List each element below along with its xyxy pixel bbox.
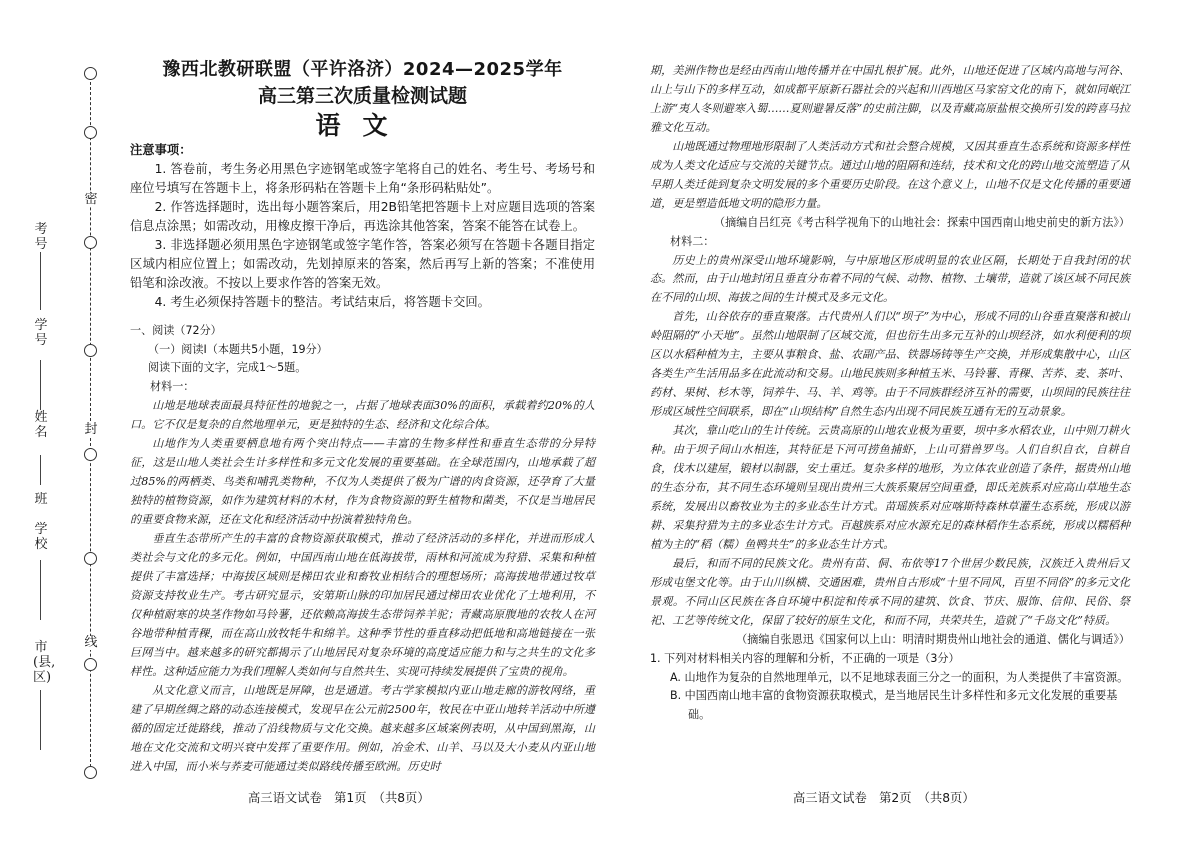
material-paragraph: 期，美洲作物也是经由西南山地传播并在中国扎根扩展。此外，山地还促进了区域内高地与河谷、山上与山下的多样互动，如成都平原新石器社会的兴起和川西地区马家窑文化的南下，就如同岷江上游“夷人冬则避寒入蜀……夏则避暑反落”的史前注脚，以及青藏高原盐根交换所引发的跨喜马拉雅文化互动。 — [650, 64, 1130, 134]
material-paragraph: 垂直生态带所产生的丰富的食物资源获取模式，推动了经济活动的多样化，并进而形成人类社会与文化的多元化。例如，中国西南山地在低海拔带，雨林和河流成为狩猎、采集和种植提供了丰富选择；中海拔区域则是梯田农业和畜牧业相结合的理想场所；高海拔地带通过牧草资源支持牧业生产。考古研究显示，安第斯山脉的印加居民通过梯田农业优化了土地利用，不仅种植耐寒的块茎作物如马铃薯，还依赖高海拔生态带饲养羊驼；青藏高原腹地的农牧人在河谷地带种植青稞，而在高山放牧牦牛和绵羊。这种季节性的垂直移动把低地和高地链接在一张巨网当中。越来越多的研究都揭示了山地居民对复杂环境的高度适应能力和与之共生的文化多样性。这种适应能力为我们理解人类如何与自然共生、实现可持续发展提供了宝贵的视角。 — [130, 532, 595, 678]
question-1-option-b: B. 中国西南山地丰富的食物资源获取模式，是当地居民生计多样性和多元文化发展的重要基础。 — [670, 689, 1118, 722]
material-paragraph: 从文化意义而言，山地既是屏障，也是通道。考古学家模拟内亚山地走廊的游牧网络，重建了早期丝绸之路的动态连接模式，发现早在公元前2500年，牧民在中亚山地转羊活动中所遵循的固定迁徙路线，推动了沿线物质与文化交换。越来越多区域案例表明，从中国到黑海，山地在文化交流和文明兴衰中发挥了重要作用。例如，冶金术、山羊、马以及大小麦从内亚山地进入中国，而小米与荞麦可能通过类似路线传播至欧洲。历史时 — [130, 683, 595, 773]
notice-item: 1. 答卷前，考生务必用黑色字迹钢笔或签字笔将自己的姓名、考生号、考场号和座位号填写在答题卡上，将条形码粘在答题卡上角“条形码粘贴处”。 — [130, 161, 595, 195]
field-underline — [40, 455, 41, 485]
material-paragraph: 山地是地球表面最具特征性的地貌之一，占据了地球表面30%的面积，承载着约20%的人口。它不仅是复杂的自然地理单元，更是独特的生态、经济和文化综合体。 — [130, 399, 595, 432]
cut-word-xian: 线 — [84, 635, 98, 650]
cut-word-mi: 密 — [84, 192, 98, 207]
material-paragraph: 最后，和而不同的民族文化。贵州有苗、侗、布依等17个世居少数民族，汉族迁入贵州后又形成屯堡文化等。由于山川纵横、交通困难，贵州自古形成“十里不同风，百里不同俗”的多元文化景观。不同山区民族在各自环境中积淀和传承不同的建筑、饮食、节庆、服饰、信仰、民俗、祭祀、工艺等传统文化，保留了较好的原生文化，和而不同，共荣共生，造就了“千岛文化”特质。 — [650, 556, 1130, 627]
material-paragraph: 首先，山谷依存的垂直聚落。古代贵州人们以“坝子”为中心，形成不同的山谷垂直聚落和被山岭阻隔的“小天地”。虽然山地限制了区域交流，但也衍生出多元互补的山坝经济，如水利便利的坝区以水稻种植为主，主要从事粮食、盐、农副产品、铁器场铸等生产交换，并形成集散中心，山区各类生产生活用品多在此流动和交易。山地民族则多种植玉米、马铃薯、青稞、苦荞、麦、茶叶、药材、果树、杉木等，饲养牛、马、羊、鸡等。由于不同族群经济互补的需要，山坝间的民族往往形成区域性空间联系，即在“山坝结构”自然生态内出现不同民族互通有无的互动景象。 — [650, 310, 1130, 419]
subsection-heading: （一）阅读Ⅰ（本题共5小题，19分） — [148, 342, 328, 356]
cut-word-feng: 封 — [84, 422, 98, 437]
material-paragraph: 历史上的贵州深受山地环境影响，与中原地区形成明显的农业区隔，长期处于自我封闭的状态。然而，由于山地封闭且垂直分布着不同的气候、动物、植物、土壤带，造就了该区域不同民族在不同的山坝、海拔之间的生计模式及多元文化。 — [650, 253, 1130, 305]
notice-block — [130, 141, 595, 312]
page-1 — [130, 58, 595, 776]
section-heading: 一、阅读（72分） — [130, 323, 222, 337]
field-underline — [40, 250, 41, 310]
binding-hole — [84, 236, 97, 249]
material-1-source: （摘编自吕红亮《考古科学视角下的山地社会：探索中国西南山地史前史的新方法》） — [713, 215, 1130, 229]
exam-number-label: 考号 — [34, 222, 48, 252]
page-footer-2: 高三语文试卷 第2页 （共8页） — [793, 791, 975, 805]
notice-item: 4. 考生必须保持答题卡的整洁。考试结束后，将答题卡交回。 — [154, 294, 490, 309]
material-paragraph: 山地作为人类重要栖息地有两个突出特点——丰富的生物多样性和垂直生态带的分异特征，这是山地人类社会生计多样性和多元文化发展的重要基础。在全球范围内，山地承载了超过85%的两栖类、鸟类和哺乳类物种，不仅为人类提供了极为广谱的肉食资源，还孕育了大量独特的植物资源，如作为建筑材料的木材，作为食物资源的野生植物和菌类，不仅是当地居民的重要食物来源，还在文化和经济活动中扮演着独特角色。 — [130, 437, 595, 527]
school-label: 学校 — [34, 522, 48, 552]
question-1-stem: 1. 下列对材料相关内容的理解和分析，不正确的一项是（3分） — [650, 651, 960, 665]
material-paragraph: 其次，靠山吃山的生计传统。云贵高原的山地农业极为重要，坝中多水稻农业，山中则刀耕火种。由于坝子间山水相连，其特征是下河可捞鱼捕虾，上山可猎兽罗鸟。人们自织自衣，自耕自食，伐木以建屋，锻材以制器，安土重迁。复杂多样的地形，为立体农业创造了条件，据贵州山地的生态分布，其不同生态环境则呈现出贵州三大族系聚居空间重叠，即氐羌族系对应高山草地生态系统，发展出以畜牧业为主的多业态生计方式。苗瑶族系对应喀斯特森林草灌生态系统，形成以游耕、采集狩猎为主的多业态生计方式。百越族系对应水源充足的森林稻作生态系统，形成以糯稻种植为主的“稻（糯）鱼鸭共生”的多业态生计方式。 — [650, 424, 1130, 551]
exam-subtitle: 高三第三次质量检测试题 — [257, 85, 467, 107]
page-2 — [650, 62, 1130, 725]
material-2-label: 材料二： — [670, 234, 715, 248]
field-underline — [40, 690, 41, 750]
subject-title: 语文 — [315, 111, 410, 140]
name-label: 姓名 — [34, 410, 48, 440]
question-1-option-a: A. 山地作为复杂的自然地理单元，以不足地球表面三分之一的面积，为人类提供了丰富资源。 — [670, 670, 1129, 684]
student-number-label: 学号 — [34, 318, 48, 348]
field-underline — [40, 560, 41, 620]
binding-hole — [84, 448, 97, 461]
page-footer-1: 高三语文试卷 第1页 （共8页） — [248, 791, 430, 805]
reading-instruction: 阅读下面的文字，完成1～5题。 — [148, 361, 307, 375]
notice-heading: 注意事项： — [130, 143, 192, 157]
class-label: 班 — [34, 492, 48, 507]
exam-title: 豫西北教研联盟（平许洛济）2024—2025学年 — [162, 59, 563, 80]
material-paragraph: 山地既通过物理地形限制了人类活动方式和社会整合规模，又因其垂直生态系统和资源多样性成为人类文化适应与交流的关键节点。通过山地的阻隔和连结，技术和文化的跨山地交流塑造了从早期人类迁徙到复杂文明发展的多个重要历史阶段。在这个意义上，山地不仅是文化传播的重要通道，更是塑造低地文明的隐形力量。 — [650, 139, 1130, 210]
district-label: 市(县,区) — [33, 640, 56, 685]
binding-hole — [84, 552, 97, 565]
notice-item: 2. 作答选择题时，选出每小题答案后，用2B铅笔把答题卡上对应题目选项的答案信息点涂黑；如需改动，用橡皮擦干净后，再选涂其他答案，答案不能答在试卷上。 — [130, 199, 595, 233]
binding-margin — [0, 0, 115, 849]
binding-hole — [84, 344, 97, 357]
notice-item: 3. 非选择题必须用黑色字迹钢笔或签字笔作答，答案必须写在答题卡各题目指定区域内相应位置上；如需改动，先划掉原来的答案，然后再写上新的答案；不准使用铅笔和涂改液。不按以上要求作答的答案无效。 — [130, 237, 595, 290]
material-1-label: 材料一： — [150, 380, 195, 394]
binding-hole — [84, 766, 97, 779]
binding-hole — [84, 126, 97, 139]
material-2-source: （摘编自张恩迅《国家何以上山：明清时期贵州山地社会的通道、儒化与调适》） — [736, 632, 1130, 646]
binding-hole — [84, 67, 97, 80]
binding-hole — [84, 658, 97, 671]
